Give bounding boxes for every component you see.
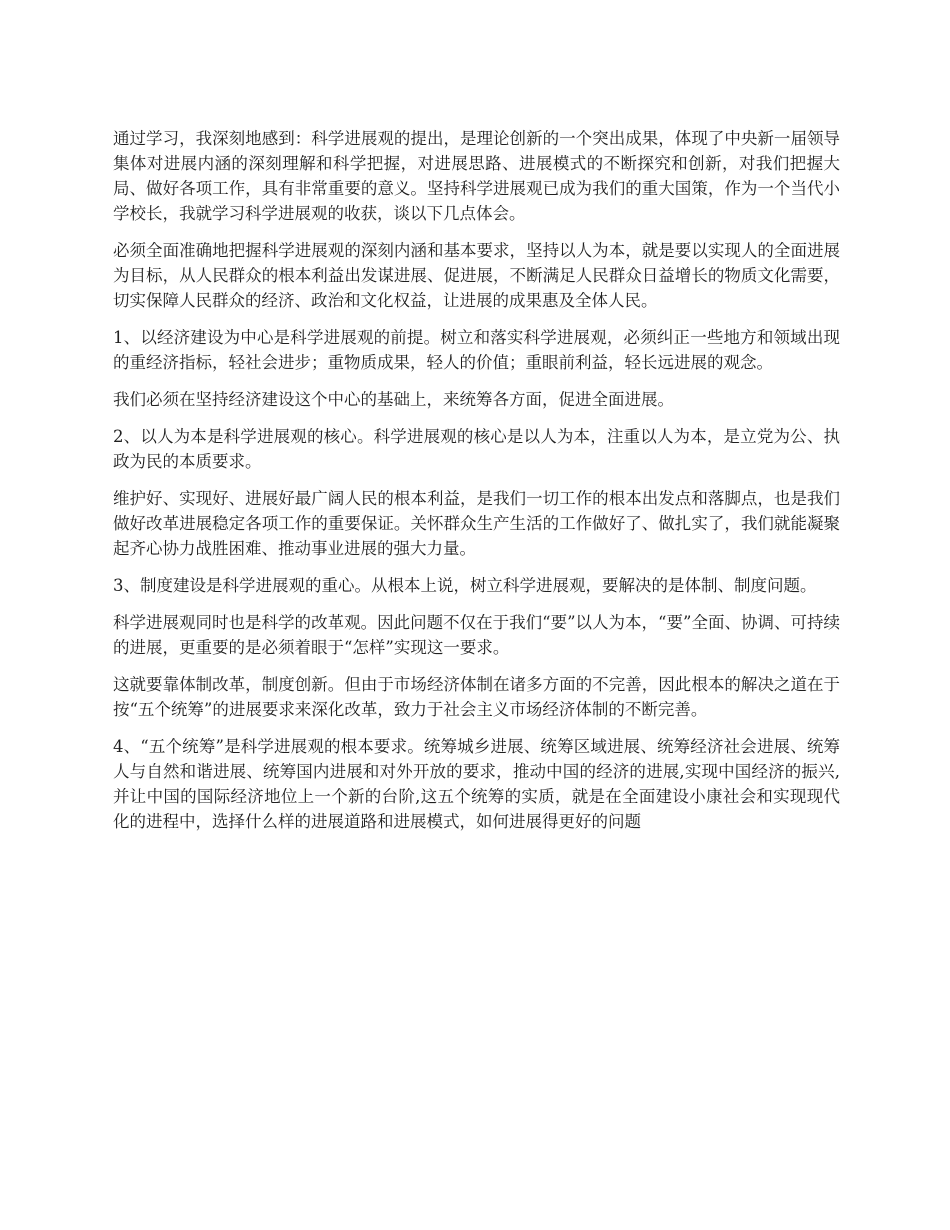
paragraph-requirements: 必须全面准确地把握科学进展观的深刻内涵和基本要求，坚持以人为本，就是要以实现人的全面进展为目标，从人民群众的根本利益出发谋进展、促进展，不断满足人民群众日益增长的物质文化需要，切实保障人民群众的经济、政治和文化权益，让进展的成果惠及全体人民。: [113, 241, 840, 310]
paragraph-point-3-reform: 这就要靠体制改革，制度创新。但由于市场经济体制在诸多方面的不完善，因此根本的解决之道在于按“五个统筹”的进展要求来深化改革，致力于社会主义市场经济体制的不断完善。: [113, 675, 840, 719]
paragraph-point-3-detail: 科学进展观同时也是科学的改革观。因此问题不仅在于我们“要”以人为本，“要”全面、协调、可持续的进展，更重要的是必须着眼于“怎样”实现这一要求。: [113, 613, 840, 657]
paragraph-point-2-detail: 维护好、实现好、进展好最广阔人民的根本利益，是我们一切工作的根本出发点和落脚点，也是我们做好改革进展稳定各项工作的重要保证。关怀群众生产生活的工作做好了、做扎实了，我们就能凝聚起齐心协力战胜困难、推动事业进展的强大力量。: [113, 489, 840, 558]
paragraph-point-2: 2、以人为本是科学进展观的核心。科学进展观的核心是以人为本，注重以人为本，是立党为公、执政为民的本质要求。: [113, 427, 840, 471]
document-body: [113, 126, 840, 846]
paragraph-point-1: 1、以经济建设为中心是科学进展观的前提。树立和落实科学进展观，必须纠正一些地方和领域出现的重经济指标，轻社会进步；重物质成果，轻人的价值；重眼前利益，轻长远进展的观念。: [113, 328, 840, 372]
paragraph-point-4: 4、“五个统筹”是科学进展观的根本要求。统筹城乡进展、统筹区域进展、统筹经济社会进展、统筹人与自然和谐进展、统筹国内进展和对外开放的要求，推动中国的经济的进展,实现中国经济的振兴,并让中国的国际经济地位上一个新的台阶,这五个统筹的实质，就是在全面建设小康社会和实现现代化的进程中，选择什么样的进展道路和进展模式，如何进展得更好的问题: [113, 737, 840, 831]
paragraph-point-1-detail: 我们必须在坚持经济建设这个中心的基础上，来统筹各方面，促进全面进展。: [113, 390, 674, 409]
paragraph-point-3: 3、制度建设是科学进展观的重心。从根本上说，树立科学进展观，要解决的是体制、制度问题。: [113, 576, 817, 595]
paragraph-intro: 通过学习，我深刻地感到：科学进展观的提出，是理论创新的一个突出成果，体现了中央新一届领导集体对进展内涵的深刻理解和科学把握，对进展思路、进展模式的不断探究和创新，对我们把握大局、做好各项工作，具有非常重要的意义。坚持科学进展观已成为我们的重大国策，作为一个当代小学校长，我就学习科学进展观的收获，谈以下几点体会。: [113, 129, 840, 223]
